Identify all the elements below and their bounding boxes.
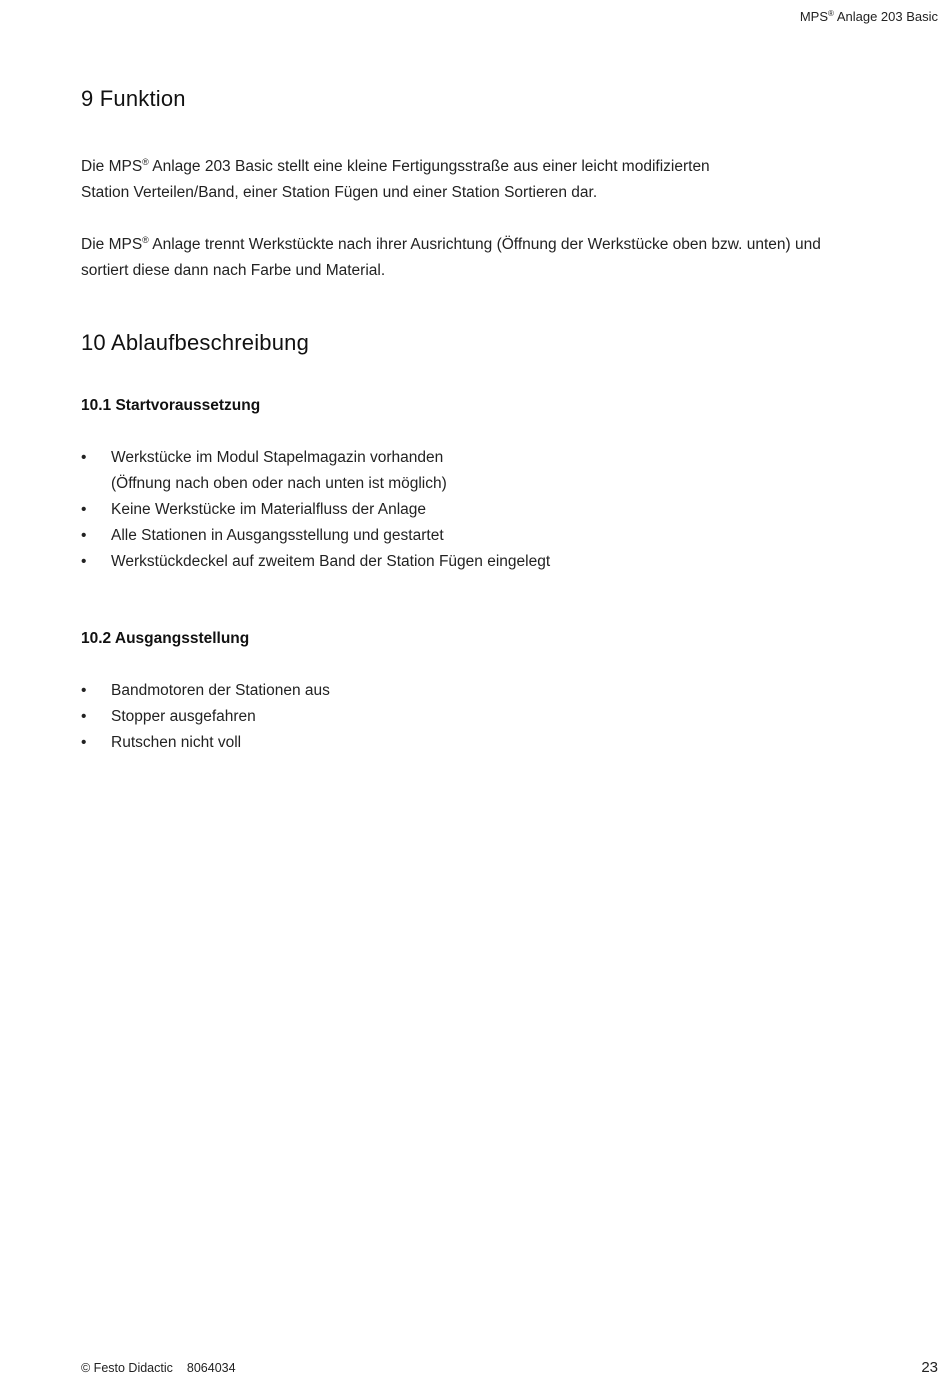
list-item-text: Rutschen nicht voll (111, 734, 242, 751)
header-title-prefix: MPS (799, 9, 829, 24)
list-item (81, 730, 330, 756)
list-item (81, 549, 550, 575)
bullet-icon: • (81, 449, 87, 466)
footer-copyright: © Festo Didactic (81, 1361, 173, 1375)
footer-doc-number: 8064034 (186, 1361, 236, 1375)
list-item (81, 445, 550, 471)
paragraph-text: Anlage 203 Basic stellt eine kleine Fertigungsstraße aus einer leicht modifizierten (148, 158, 710, 175)
paragraph-text: sortiert diese dann nach Farbe und Material. (81, 262, 386, 279)
page-number: 23 (921, 1359, 938, 1376)
list-item-text: Keine Werkstücke im Materialfluss der Anlage (111, 501, 427, 518)
list-item-text: Alle Stationen in Ausgangsstellung und gestartet (111, 527, 444, 544)
list-item-text: Werkstückdeckel auf zweitem Band der Station Fügen eingelegt (111, 553, 551, 570)
paragraph-text: Die MPS (81, 236, 143, 253)
list-item (81, 523, 550, 549)
bullet-icon: • (81, 553, 87, 570)
list-item (81, 497, 550, 523)
list-item (81, 678, 330, 704)
list-item (81, 704, 330, 730)
footer-left (81, 1361, 236, 1375)
registered-mark: ® (142, 157, 149, 167)
bullet-icon: • (81, 708, 87, 725)
section-heading-ablaufbeschreibung: 10 Ablaufbeschreibung (81, 330, 310, 355)
bullet-icon: • (81, 682, 87, 699)
bullet-icon: • (81, 734, 87, 751)
list-item-text: Bandmotoren der Stationen aus (111, 682, 330, 699)
registered-mark: ® (828, 9, 834, 18)
list-item-continuation (81, 471, 550, 497)
paragraph-text: Station Verteilen/Band, einer Station Fügen und einer Station Sortieren dar. (81, 184, 598, 201)
paragraph-text: Anlage trennt Werkstückte nach ihrer Ausrichtung (Öffnung der Werkstücke oben bzw. unten) und (148, 236, 821, 253)
running-header (800, 9, 938, 24)
subsection-heading-ausgangsstellung: 10.2 Ausgangsstellung (81, 630, 250, 647)
section-heading-funktion: 9 Funktion (81, 86, 186, 111)
paragraph-text: Die MPS (81, 158, 143, 175)
list-item-text: (Öffnung nach oben oder nach unten ist möglich) (111, 475, 447, 492)
subsection-heading-startvoraussetzung: 10.1 Startvoraussetzung (81, 397, 261, 414)
list-item-text: Werkstücke im Modul Stapelmagazin vorhanden (111, 449, 444, 466)
startvoraussetzung-list (81, 445, 550, 575)
header-title-suffix: Anlage 203 Basic (833, 9, 938, 24)
paragraph-funktion-1 (81, 149, 881, 206)
ausgangsstellung-list (81, 678, 330, 756)
registered-mark: ® (142, 235, 149, 245)
list-item-text: Stopper ausgefahren (111, 708, 256, 725)
paragraph-funktion-2 (81, 227, 881, 284)
bullet-icon: • (81, 501, 87, 518)
bullet-icon: • (81, 527, 87, 544)
